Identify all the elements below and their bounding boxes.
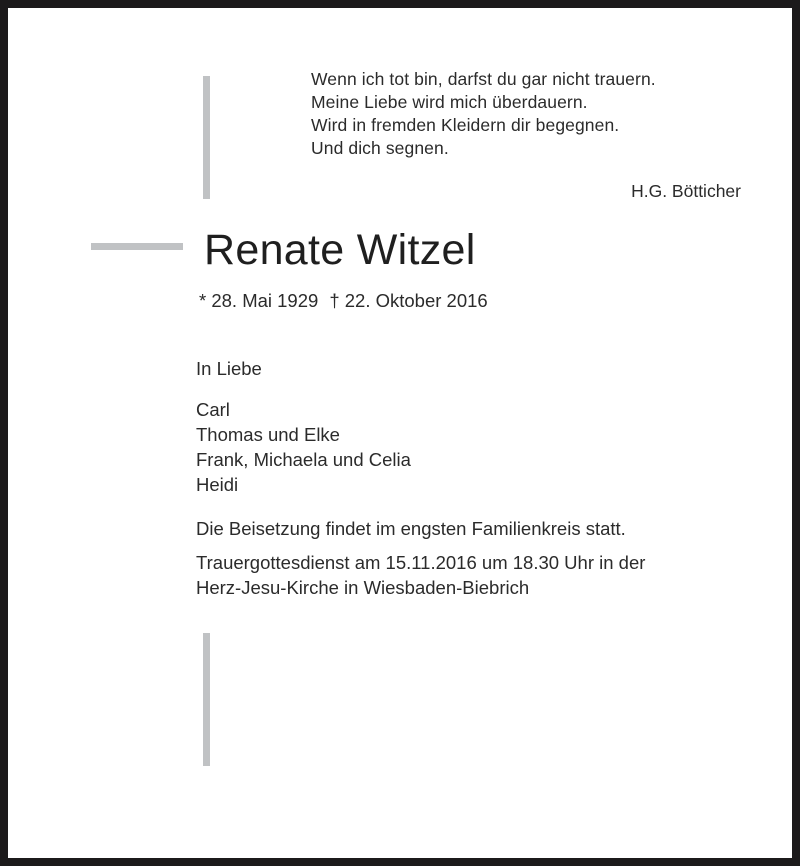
- deceased-name: Renate Witzel: [204, 226, 476, 274]
- poem-line: Und dich segnen.: [311, 138, 449, 158]
- birth-date: * 28. Mai 1929: [199, 290, 319, 311]
- salutation-block: [196, 356, 262, 381]
- poem-attribution: H.G. Bötticher: [631, 181, 741, 201]
- family-member: Frank, Michaela und Celia: [196, 449, 411, 470]
- service-location: Herz-Jesu-Kirche in Wiesbaden-Biebrich: [196, 577, 530, 598]
- service-line: Trauergottesdienst am 15.11.2016 um 18.30 Uhr in der: [196, 552, 646, 573]
- notice-canvas: [8, 8, 792, 858]
- poem-line: Wenn ich tot bin, darfst du gar nicht trauern.: [311, 69, 656, 89]
- top-decorative-rule: [203, 76, 210, 199]
- salutation-text: In Liebe: [196, 358, 262, 379]
- death-date: † 22. Oktober 2016: [329, 290, 488, 311]
- name-decorative-rule: [91, 243, 183, 250]
- life-dates: [199, 289, 488, 313]
- family-member: Carl: [196, 399, 230, 420]
- poem-block: [311, 68, 741, 203]
- family-member: Thomas und Elke: [196, 424, 340, 445]
- funeral-details-block: [196, 516, 645, 600]
- burial-note: Die Beisetzung findet im engsten Familienkreis statt.: [196, 518, 626, 539]
- family-member: Heidi: [196, 474, 239, 495]
- poem-line: Wird in fremden Kleidern dir begegnen.: [311, 115, 620, 135]
- poem-line: Meine Liebe wird mich überdauern.: [311, 92, 588, 112]
- family-block: [196, 397, 411, 497]
- bottom-decorative-rule: [203, 633, 210, 766]
